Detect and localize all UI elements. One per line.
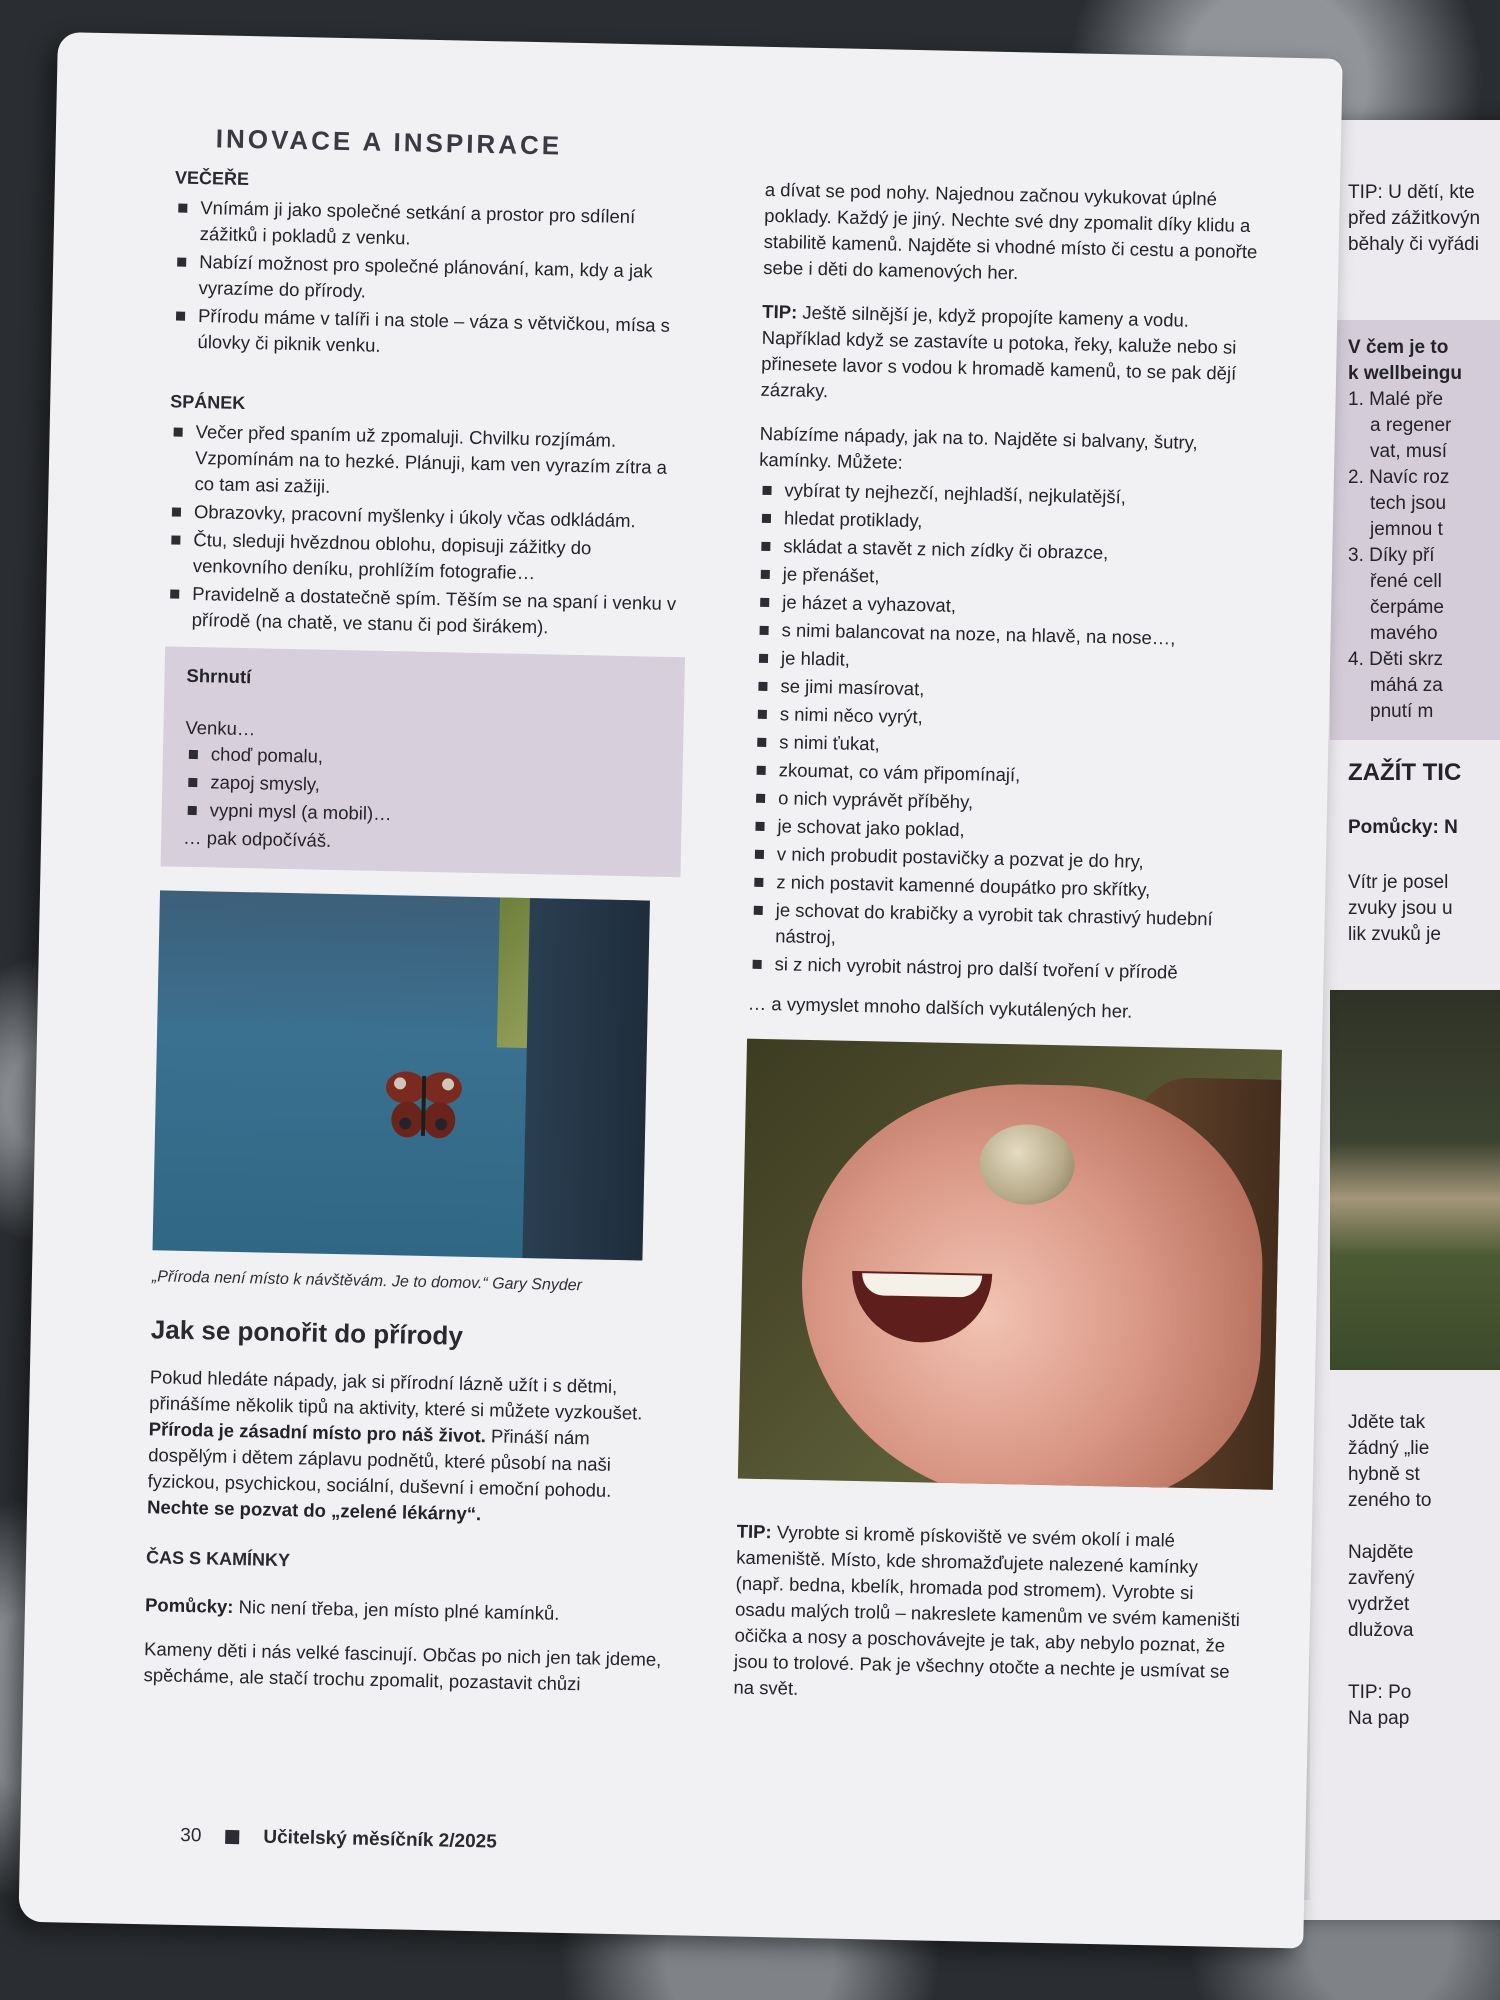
list-item: Nabízí možnost pro společné plánování, kam, kdy a jak vyrazíme do přírody.	[172, 248, 693, 311]
list-item: zkoumat, co vám připomínají,	[752, 757, 1262, 794]
right-tip-b: TIP: Po	[1348, 1682, 1412, 1703]
list-item: Čtu, sleduji hvězdnou oblohu, dopisuji zážitky do venkovního deníku, prohlížím fotografie…	[167, 526, 688, 589]
right-box-line: vat, musí	[1370, 441, 1448, 462]
list-item: si z nich vyrobit nástroj pro další tvoření v přírodě	[748, 951, 1258, 988]
right-para-line: vydržet	[1348, 1594, 1410, 1615]
list-item: Večer před spaním už zpomaluji. Chvilku rozjímám. Vzpomínám na to hezké. Plánuji, kam ven vyrazím zítra a co tam asi zažiji.	[168, 418, 690, 507]
right-tip-line: TIP: U dětí, kte	[1348, 182, 1475, 203]
vecere-heading: VEČEŘE	[174, 167, 250, 190]
list-item: Vnímám ji jako společné setkání a prostor pro sdílení zážitků i pokladů z venku.	[174, 194, 695, 257]
right-para-line: Vítr je posel	[1348, 872, 1449, 893]
right-box-line: jemnou t	[1370, 519, 1443, 540]
right-box-line: 2. Navíc roz	[1348, 467, 1450, 488]
ideas-list	[748, 477, 1268, 988]
right-heading: ZAŽÍT TIC	[1348, 759, 1462, 786]
list-item: vypni mysl (a mobil)…	[183, 797, 659, 833]
list-item: s nimi ťukat,	[753, 729, 1263, 766]
butterfly-icon	[383, 1065, 465, 1147]
list-item: s nimi něco vyrýt,	[754, 701, 1264, 738]
right-box-line: mavého	[1370, 623, 1438, 644]
tools-label: Pomůcky:	[144, 1594, 234, 1618]
right-tools: Pomůcky: N	[1348, 817, 1458, 838]
right-box-line: řené cell	[1370, 571, 1442, 592]
list-item: o nich vyprávět příběhy,	[752, 785, 1262, 822]
list-item: se jimi masírovat,	[754, 673, 1264, 710]
right-para-line: Jděte tak	[1348, 1412, 1426, 1433]
child-with-stone-photo	[738, 1039, 1282, 1490]
right-forest-photo	[1330, 990, 1500, 1370]
tip-label: TIP:	[762, 300, 798, 323]
right-box-line: čerpáme	[1370, 597, 1444, 618]
summary-intro: Venku…	[185, 716, 256, 740]
tip-text: Ještě silnější je, když propojíte kameny a vodu. Například když se zastavíte u potoka, řeky, kaluže nebo si přinesete lavor s vodou k hromadě kamenů, to se pak dějí zázraky.	[760, 301, 1237, 402]
list-item: z nich postavit kamenné doupátko pro skřítky,	[750, 869, 1260, 906]
page-number: 30	[180, 1824, 202, 1847]
right-tip-line: před zážitkovýn	[1348, 208, 1481, 229]
right-para-line: Najděte	[1348, 1542, 1414, 1563]
list-item: Přírodu máme v talíři i na stole – váza s větvičkou, mísa s úlovky či piknik venku.	[171, 302, 692, 365]
list-item: zapoj smysly,	[184, 769, 660, 805]
right-para-line: žádný „lie	[1348, 1438, 1430, 1459]
list-item: Obrazovky, pracovní myšlenky i úkoly včas odkládám.	[168, 498, 688, 535]
right-box-line: a regener	[1370, 415, 1452, 436]
section-title: Jak se ponořit do přírody	[150, 1314, 464, 1351]
magazine-page	[18, 32, 1342, 1948]
right-tip-line: běhaly či vyřádi	[1348, 234, 1479, 255]
photo-caption: „Příroda není místo k návštěvám. Je to domov.“ Gary Snyder	[151, 1268, 583, 1295]
text-span: Pokud hledáte nápady, jak si přírodní lázně užít i s dětmi, přinášíme několik tipů na aktivity, které si můžete vyzkoušet.	[149, 1366, 643, 1424]
summary-box	[161, 646, 685, 877]
right-para-line: zvuky jsou u	[1348, 898, 1453, 919]
tip-label: TIP:	[736, 1520, 772, 1543]
list-item: s nimi balancovat na noze, na hlavě, na nose…,	[755, 617, 1265, 654]
right-para-line: zavřený	[1348, 1568, 1415, 1589]
list-item: je schovat do krabičky a vyrobit tak chrastivý hudební nástroj,	[749, 897, 1260, 960]
tools-text: Nic není třeba, jen místo plné kamínků.	[233, 1596, 560, 1624]
right-column	[733, 177, 1275, 1729]
right-para-line: zeného to	[1348, 1490, 1432, 1511]
list-item: hledat protiklady,	[758, 505, 1268, 542]
text-span: Přináší nám dospělým i dětem záplavu podnětů, které působí na naši fyzickou, psychickou, sociální, duševní i emoční pohodu.	[147, 1425, 612, 1501]
bold-span: Příroda je zásadní místo pro náš život.	[148, 1418, 487, 1447]
summary-list	[183, 741, 661, 833]
tip-text: Vyrobte si kromě pískoviště ve svém okolí i malé kameniště. Místo, kde shromažďujete nalezené kamínky (např. bedna, kbelík, hromada pod stromem). Vyrobte si osadu malých trolů – nakreslete kamenům ve svém kameništi očička a nosy a poschovávejte je tak, aby nebylo poznat, že jsou to trolové. Pak je všechny otočte a nechte je usmívat se na svět.	[733, 1521, 1241, 1699]
right-box-line: tech jsou	[1370, 493, 1447, 514]
list-item: choď pomalu,	[185, 741, 661, 777]
right-box-line: V čem je to	[1348, 337, 1449, 358]
summary-outro: … pak odpočíváš.	[182, 826, 332, 851]
right-box-line: pnutí m	[1370, 701, 1434, 722]
list-item: v nich probudit postavičky a pozvat je do hry,	[751, 841, 1261, 878]
right-para-line: hybně st	[1348, 1464, 1420, 1485]
ideas-outro: … a vymyslet mnoho dalších vykutálených her.	[747, 992, 1133, 1022]
list-item: Pravidelně a dostatečně spím. Těším se na spaní i venku v přírodě (na chatě, ve stanu či pod širákem).	[165, 580, 686, 643]
vecere-list	[171, 194, 694, 365]
right-tip-b: Na pap	[1348, 1708, 1410, 1729]
list-item: je házet a vyhazovat,	[756, 589, 1266, 626]
square-icon	[225, 1830, 239, 1844]
tip-paragraph	[760, 299, 1272, 414]
right-box-line: 1. Malé pře	[1348, 389, 1444, 410]
list-item: je hladit,	[755, 645, 1265, 682]
ideas-intro: Nabízíme nápady, jak na to. Najděte si balvany, šutry, kamínky. Můžete:	[758, 422, 1198, 473]
right-para-line: dlužova	[1348, 1620, 1414, 1641]
intro-paragraph	[147, 1364, 670, 1531]
stones-paragraph: Kameny děti i nás velké fascinují. Občas po nich jen tak jdeme, spěcháme, ale stačí trochu zpomalit, pozastavit chůzi	[143, 1638, 662, 1695]
page-footer	[180, 1825, 497, 1854]
tip-paragraph-2	[733, 1519, 1247, 1712]
right-box-line: 3. Díky pří	[1348, 545, 1435, 566]
magazine-title: Učitelský měsíčník 2/2025	[263, 1826, 497, 1853]
butterfly-photo	[153, 890, 650, 1260]
right-box-line: máhá za	[1370, 675, 1443, 696]
left-column	[143, 164, 695, 1717]
right-box-line: 4. Děti skrz	[1348, 649, 1444, 670]
right-box-line: k wellbeingu	[1348, 363, 1463, 384]
tools-line	[145, 1592, 665, 1629]
right-para-line: lik zvuků je	[1348, 924, 1441, 945]
list-item: vybírat ty nejhezčí, nejhladší, nejkulatější,	[758, 477, 1268, 514]
spanek-list	[165, 418, 689, 643]
list-item: skládat a stavět z nich zídky či obrazce,	[757, 533, 1267, 570]
bold-span: Nechte se pozvat do „zelené lékárny“.	[146, 1496, 482, 1525]
continuation-paragraph: a dívat se pod nohy. Najednou začnou vykukovat úplné poklady. Každý je jiný. Nechte své dny zpomalit díky klidu a stabilitě kamenů. Najděte si vhodné místo či cestu a ponořte sebe i děti do kamenových her.	[763, 178, 1258, 284]
section-header: INOVACE A INSPIRACE	[215, 123, 563, 161]
spanek-heading: SPÁNEK	[170, 391, 246, 414]
subheading-stones: ČAS S KAMÍNKY	[145, 1547, 291, 1571]
list-item: je schovat jako poklad,	[751, 813, 1261, 850]
list-item: je přenášet,	[757, 561, 1267, 598]
summary-title: Shrnutí	[186, 664, 252, 688]
